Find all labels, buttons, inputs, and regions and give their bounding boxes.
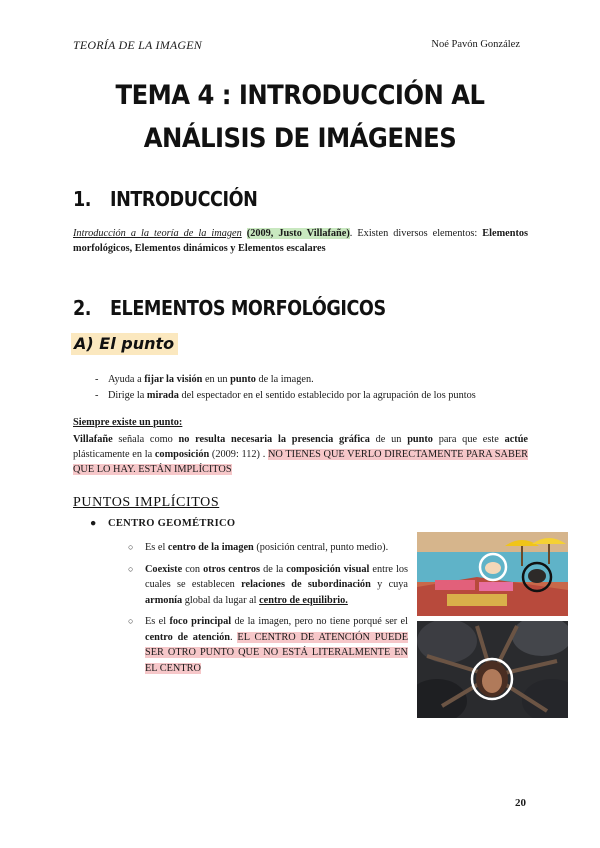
text: plásticamente en la	[73, 449, 155, 460]
intro-text: . Existen diversos elementos:	[349, 228, 478, 239]
book-title: Introducción a la teoría de la imagen	[73, 228, 242, 239]
bold-text: Villafañe	[73, 434, 113, 445]
bold-text: relaciones de subordinación	[241, 579, 371, 590]
header-author: Noé Pavón González	[431, 39, 520, 50]
section-title: ELEMENTOS MORFOLÓGICOS	[109, 296, 386, 320]
list-item	[128, 562, 408, 609]
title-line-2: ANÁLISIS DE IMÁGENES	[143, 123, 457, 154]
bold-text: centro de atención	[145, 631, 230, 643]
bold-text: punto	[230, 374, 256, 385]
bold-text: composición visual	[286, 563, 370, 575]
underlined-text: centro de equilibrio.	[259, 594, 348, 606]
list-item	[95, 388, 535, 404]
text: de la imagen, pero no tiene porqué ser el	[231, 616, 408, 627]
bold-text: centro de la imagen	[167, 542, 254, 553]
siempre-heading: Siempre existe un punto:	[73, 417, 183, 428]
text: global da lugar al	[182, 594, 260, 606]
page-number: 20	[515, 797, 526, 809]
text: (posición central, punto medio).	[253, 542, 389, 553]
text: Dirige la	[108, 390, 147, 401]
text: y cuya	[370, 579, 409, 590]
text: en un	[202, 374, 231, 385]
header-subject: TEORÍA DE LA IMAGEN	[73, 38, 203, 52]
text: entre los cuales se establecen	[145, 563, 409, 590]
pool-scene-photo	[417, 532, 568, 616]
bold-text: no resulta necesaria la presencia gráfica	[178, 434, 370, 445]
text: del espectador en el sentido establecido por la agrupación de los puntos	[178, 390, 476, 401]
text: Es el	[145, 616, 170, 627]
citation: (2009, Justo Villafañe)	[246, 228, 350, 239]
bold-text: punto	[407, 434, 433, 445]
bullet-dot-icon: ●	[90, 518, 97, 529]
title-line-1: TEMA 4 : INTRODUCCIÓN AL	[115, 80, 485, 111]
text: de la imagen.	[255, 374, 314, 385]
bold-text: mirada	[146, 390, 179, 401]
highlighted-note: NO TIENES QUE VERLO DIRECTAMENTE PARA SABER QUE LO HAY. ESTÁN IMPLÍCITOS	[73, 449, 528, 475]
list-item	[95, 372, 535, 388]
bold-text: otros centros	[203, 563, 261, 575]
centro-subitems	[128, 540, 408, 682]
punto-bullets	[95, 372, 535, 404]
section-heading-morfologicos	[73, 296, 386, 320]
text: Ayuda a	[108, 374, 145, 385]
bold-text: armonía	[145, 594, 183, 606]
section-number: 1.	[73, 187, 92, 211]
text: señala como	[112, 434, 179, 445]
text: de un	[369, 434, 408, 445]
centro-label: CENTRO GEOMÉTRICO	[108, 518, 236, 529]
section-heading-intro	[73, 187, 257, 211]
bold-text: actúe	[504, 434, 529, 445]
list-item	[128, 540, 408, 556]
bold-text: foco principal	[169, 616, 232, 627]
section-number: 2.	[73, 296, 92, 320]
text: con	[182, 563, 204, 575]
subheading-el-punto: A) El punto	[71, 333, 178, 355]
hands-circle-photo	[417, 621, 568, 718]
bold-text: Coexiste	[145, 563, 183, 575]
siempre-paragraph	[73, 432, 528, 477]
bold-text: composición	[154, 449, 210, 460]
text: para que este	[432, 434, 505, 445]
centro-geometrico-item	[90, 518, 235, 529]
text: (2009: 112) .	[209, 449, 268, 460]
puntos-implicitos-heading: PUNTOS IMPLÍCITOS	[73, 495, 220, 510]
bold-text: fijar la visión	[144, 374, 203, 385]
text: .	[230, 631, 238, 643]
list-item	[128, 614, 408, 676]
page-title	[30, 74, 570, 160]
section-title: INTRODUCCIÓN	[109, 187, 258, 211]
intro-paragraph	[73, 226, 528, 256]
elements-list: Elementos morfológicos, Elementos dinámicos y Elementos escalares	[73, 228, 529, 254]
highlighted-note: EL CENTRO DE ATENCIÓN PUEDE SER OTRO PUNTO QUE NO ESTÁ LITERALMENTE EN EL CENTRO	[145, 631, 408, 674]
text: Es el	[145, 542, 168, 553]
text: de la	[260, 563, 287, 575]
